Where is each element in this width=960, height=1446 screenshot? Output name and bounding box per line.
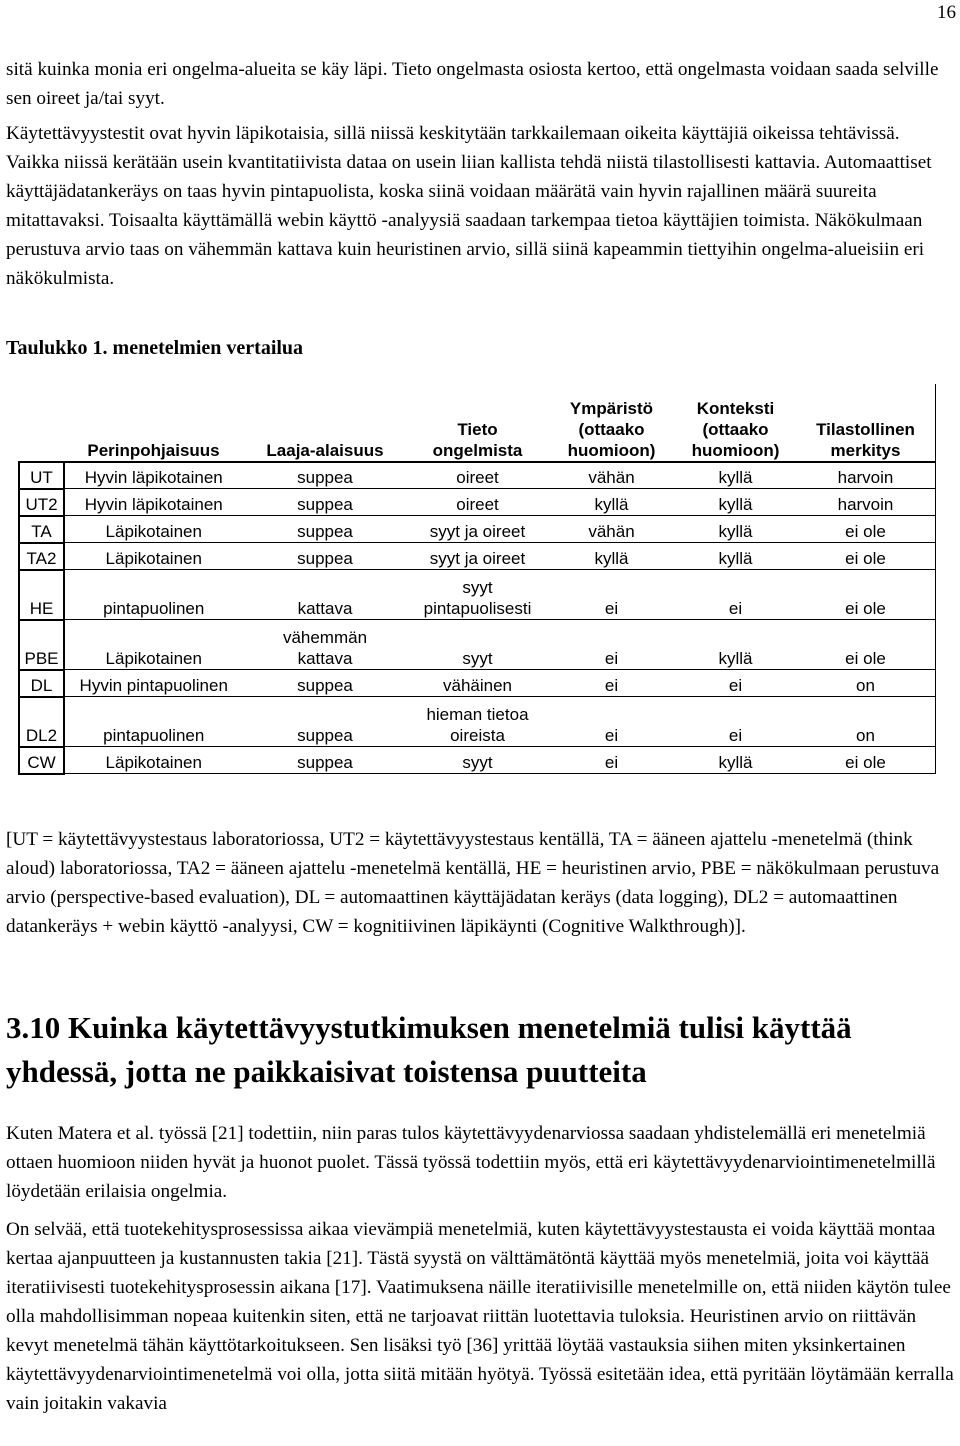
cell-line: oireista: [450, 726, 505, 745]
cell-context: ei: [675, 697, 796, 747]
row-abbr: CW: [19, 747, 64, 774]
header-text: Tieto: [457, 419, 498, 439]
header-environment: [548, 385, 675, 462]
table-row: [19, 543, 935, 570]
table-row: [19, 697, 935, 747]
row-abbr: PBE: [19, 620, 64, 670]
cell-context: kyllä: [675, 620, 796, 670]
page-number: 16: [937, 2, 956, 23]
cell-environment: ei: [548, 697, 675, 747]
cell-line: pintapuolisesti: [423, 599, 532, 618]
cell-breadth: suppea: [243, 697, 407, 747]
row-abbr: TA: [19, 516, 64, 543]
cell-statistical: harvoin: [796, 462, 935, 489]
cell-statistical: on: [796, 670, 935, 697]
header-breadth: [243, 385, 407, 462]
table-row: [19, 489, 935, 516]
cell-problem-info: oireet: [407, 462, 548, 489]
header-thoroughness: [64, 385, 243, 462]
cell-thoroughness: pintapuolinen: [64, 697, 243, 747]
cell-problem-info: syyt ja oireet: [407, 543, 548, 570]
header-problem-info: [407, 385, 548, 462]
cell-statistical: ei ole: [796, 543, 935, 570]
table-row: [19, 516, 935, 543]
cell-thoroughness: Läpikotainen: [64, 620, 243, 670]
paragraph-usability-tests: Käytettävyystestit ovat hyvin läpikotaisia, sillä niissä keskitytään tarkkailemaan oikeita käyttäjiä oikeissa tehtävissä. Vaikka niissä kerätään usein kvantitatiivista dataa on usein liian kallista tehdä niistä tilastollisesti kattavia. Automaattiset käyttäjädatankeräys on taas hyvin pintapuolista, koska siinä voidaan määrätä vain hyvin rajallinen määrä suureita mitattavaksi. Toisaalta käyttämällä webin käyttö -analyysiä saadaan tarkempaa tietoa käyttäjien toimista. Näkökulmaan perustuva arvio taas on vähemmän kattava kuin heuristinen arvio, sillä siinä kapeammin tiettyihin ongelma-alueisiin eri näkökulmista.: [6, 123, 932, 289]
abbreviation-legend: [UT = käytettävyystestaus laboratoriossa, UT2 = käytettävyystestaus kentällä, TA = ääneen ajattelu -menetelmä (think aloud) laboratoriossa, TA2 = ääneen ajattelu -menetelmä kentällä, HE = heuristinen arvio, PBE = näkökulmaan perustuva arvio (perspective-based evaluation), DL = automaattinen käyttäjädatan keräys (data logging), DL2 = automaattinen datankeräys + webin käyttö -analyysi, CW = kognitiivinen läpikäynti (Cognitive Walkthrough)].: [6, 829, 940, 937]
header-context: [675, 385, 796, 462]
table-row: [19, 670, 935, 697]
header-text: Perinpohjaisuus: [87, 440, 220, 460]
cell-context: ei: [675, 570, 796, 620]
cell-statistical: harvoin: [796, 489, 935, 516]
cell-statistical: ei ole: [796, 620, 935, 670]
row-abbr: TA2: [19, 543, 64, 570]
table-caption: Taulukko 1. menetelmien vertailua: [6, 337, 304, 359]
cell-breadth: kattava: [243, 570, 407, 620]
cell-context: kyllä: [675, 747, 796, 774]
paragraph-intro: sitä kuinka monia eri ongelma-alueita se käy läpi. Tieto ongelmasta osiosta kertoo, että ongelmasta voidaan saada selville sen oireet ja/tai syyt.: [6, 59, 939, 109]
row-abbr: UT2: [19, 489, 64, 516]
cell-context: kyllä: [675, 462, 796, 489]
header-text: ongelmista: [432, 440, 523, 460]
cell-environment: ei: [548, 670, 675, 697]
cell-environment: ei: [548, 570, 675, 620]
cell-thoroughness: Läpikotainen: [64, 543, 243, 570]
cell-breadth: suppea: [243, 543, 407, 570]
cell-breadth: suppea: [243, 670, 407, 697]
cell-statistical: ei ole: [796, 516, 935, 543]
row-abbr: DL2: [19, 697, 64, 747]
cell-breadth: suppea: [243, 462, 407, 489]
header-corner: [19, 385, 64, 462]
section-heading: 3.10 Kuinka käytettävyystutkimuksen menetelmiä tulisi käyttää yhdessä, jotta ne paikkaisivat toistensa puutteita: [6, 1010, 852, 1089]
cell-line: kattava: [297, 649, 353, 668]
paragraph-iterative-methods: On selvää, että tuotekehitysprosessissa aikaa vievämpiä menetelmiä, kuten käytettävyystestausta ei voida käyttää montaa kertaa ajanpuutteen ja kustannusten takia [21]. Tästä syystä on välttämätöntä käyttää myös menetelmiä, joita voi käyttää iteratiivisesti tuotekehitysprosessin aikana [17]. Vaatimuksena näille iteratiivisille menetelmille on, että niiden käytön tulee olla mahdollisimman nopeaa kuitenkin siten, että ne tarjoavat riittän luotettavia tuloksia. Heuristinen arvio on riittävän kevyt menetelmä tähän käyttötarkoitukseen. Sen lisäksi työ [36] yrittää löytää vastauksia siihen miten yksinkertainen käytettävyydenarviointimenetelmä voi olla, jotta siitä mitään hyötyä. Työssä esitetään idea, että pyritään löytämään kerralla vain joitakin vakavia: [6, 1219, 954, 1414]
cell-breadth: suppea: [243, 516, 407, 543]
table-body: [19, 462, 935, 774]
cell-line: hieman tietoa: [426, 705, 529, 724]
cell-breadth: suppea: [243, 747, 407, 774]
cell-problem-info: vähäinen: [407, 670, 548, 697]
header-text: huomioon): [567, 440, 656, 460]
cell-thoroughness: Hyvin läpikotainen: [64, 462, 243, 489]
cell-problem-info: syyt: [407, 620, 548, 670]
row-abbr: DL: [19, 670, 64, 697]
cell-environment: ei: [548, 620, 675, 670]
cell-thoroughness: Hyvin läpikotainen: [64, 489, 243, 516]
cell-breadth: [243, 620, 407, 670]
cell-thoroughness: Läpikotainen: [64, 516, 243, 543]
cell-problem-info: [407, 570, 548, 620]
cell-problem-info: syyt ja oireet: [407, 516, 548, 543]
cell-statistical: ei ole: [796, 747, 935, 774]
cell-statistical: ei ole: [796, 570, 935, 620]
header-text: Laaja-alaisuus: [266, 440, 384, 460]
cell-problem-info: [407, 697, 548, 747]
row-abbr: HE: [19, 570, 64, 620]
cell-environment: kyllä: [548, 543, 675, 570]
cell-problem-info: oireet: [407, 489, 548, 516]
cell-context: kyllä: [675, 489, 796, 516]
table-row: [19, 747, 935, 774]
table-row: [19, 570, 935, 620]
comparison-table: [18, 384, 936, 775]
paragraph-matera: Kuten Matera et al. työssä [21] todettiin, niin paras tulos käytettävyydenarviossa saadaan yhdistelemällä eri menetelmiä ottaen huomioon niiden hyvät ja huonot puolet. Tässä työssä todettiin myös, että eri käytettävyydenarviointimenetelmillä löydetään erilaisia ongelmia.: [6, 1123, 936, 1202]
header-text: huomioon): [691, 440, 780, 460]
header-text: Ympäristö: [569, 398, 654, 418]
cell-thoroughness: Läpikotainen: [64, 747, 243, 774]
header-text: merkitys: [830, 440, 901, 460]
cell-problem-info: syyt: [407, 747, 548, 774]
cell-thoroughness: pintapuolinen: [64, 570, 243, 620]
header-text: Konteksti: [696, 398, 775, 418]
cell-environment: vähän: [548, 516, 675, 543]
cell-line: vähemmän: [282, 628, 368, 647]
cell-context: ei: [675, 670, 796, 697]
header-text: (ottaako: [578, 419, 645, 439]
cell-context: kyllä: [675, 516, 796, 543]
cell-thoroughness: Hyvin pintapuolinen: [64, 670, 243, 697]
cell-statistical: on: [796, 697, 935, 747]
table-row: [19, 462, 935, 489]
cell-environment: vähän: [548, 462, 675, 489]
header-text: Tilastollinen: [816, 419, 915, 439]
header-statistical-significance: [796, 385, 935, 462]
cell-environment: ei: [548, 747, 675, 774]
table-row: [19, 620, 935, 670]
cell-line: syyt: [462, 578, 493, 597]
cell-context: kyllä: [675, 543, 796, 570]
table-header: [19, 385, 935, 462]
row-abbr: UT: [19, 462, 64, 489]
cell-breadth: suppea: [243, 489, 407, 516]
cell-environment: kyllä: [548, 489, 675, 516]
header-text: (ottaako: [702, 419, 769, 439]
